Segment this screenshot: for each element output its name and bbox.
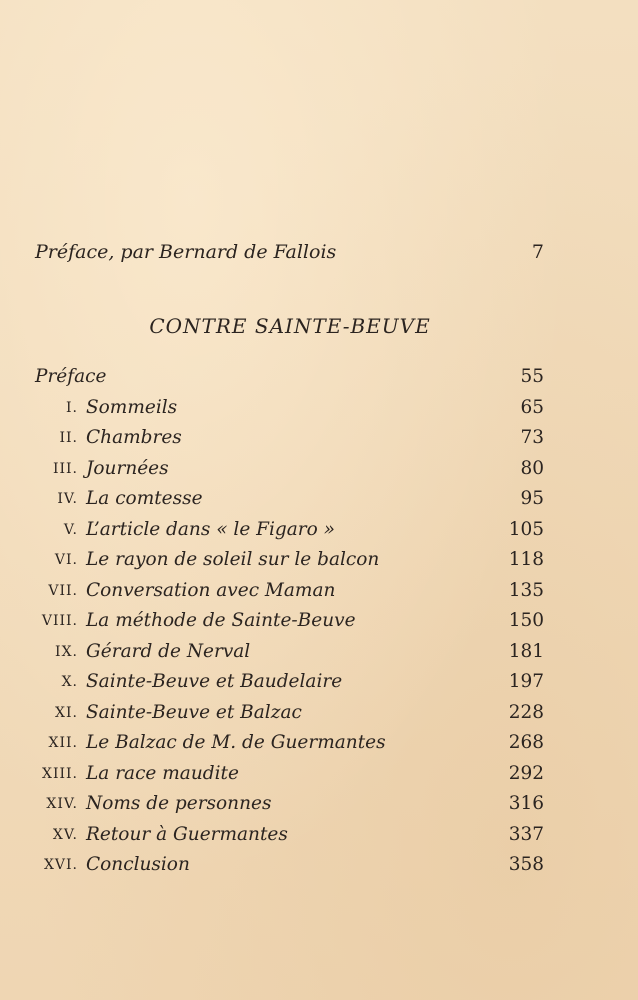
page-number: 316 bbox=[508, 793, 544, 814]
chapter-title: La méthode de Sainte-Beuve bbox=[86, 610, 356, 631]
preface-by-entry bbox=[35, 236, 544, 268]
toc-row bbox=[0, 667, 638, 698]
page-number: 181 bbox=[508, 640, 544, 662]
toc-row bbox=[0, 454, 638, 485]
chapter-title: La comtesse bbox=[86, 488, 203, 509]
chapter-title: Le Balzac de M. de Guermantes bbox=[86, 732, 386, 753]
chapter-number: XIV. bbox=[46, 796, 78, 812]
chapter-number: VI. bbox=[54, 552, 78, 568]
chapter-number: XIII. bbox=[41, 765, 78, 782]
chapter-number: I. bbox=[66, 399, 78, 416]
toc-row bbox=[0, 637, 638, 668]
chapter-title: L’article dans « le Figaro » bbox=[86, 518, 335, 540]
toc-row bbox=[0, 515, 638, 546]
chapter-title: Retour à Guermantes bbox=[86, 823, 288, 845]
table-of-contents bbox=[0, 362, 638, 881]
section-title: CONTRE SAINTE-BEUVE bbox=[149, 314, 431, 338]
toc-row bbox=[0, 423, 638, 454]
toc-row bbox=[0, 484, 638, 515]
chapter-number: VII. bbox=[48, 582, 78, 599]
chapter-title: La race maudite bbox=[86, 762, 239, 784]
page-number: 80 bbox=[520, 457, 544, 479]
preface-by-title: Préface, par Bernard de Fallois bbox=[35, 241, 337, 263]
toc-row bbox=[0, 393, 638, 424]
toc-row bbox=[0, 820, 638, 851]
chapter-title: Journées bbox=[86, 457, 169, 479]
page-number: 292 bbox=[508, 762, 544, 784]
chapter-title: Préface bbox=[35, 366, 107, 387]
chapter-number: III. bbox=[52, 460, 78, 477]
toc-row bbox=[0, 789, 638, 820]
toc-row bbox=[0, 576, 638, 607]
toc-row bbox=[0, 728, 638, 759]
page-number: 197 bbox=[508, 671, 544, 692]
page-number: 95 bbox=[520, 488, 544, 509]
chapter-title: Sommeils bbox=[86, 396, 178, 418]
chapter-number: XVI. bbox=[43, 857, 78, 873]
page-number: 268 bbox=[508, 732, 544, 753]
page-number: 358 bbox=[508, 854, 544, 875]
chapter-number: V. bbox=[63, 521, 78, 538]
page-number: 135 bbox=[508, 579, 544, 601]
chapter-title: Chambres bbox=[86, 427, 182, 448]
chapter-number: IX. bbox=[55, 643, 78, 660]
page-number: 150 bbox=[508, 610, 544, 631]
page-number: 73 bbox=[520, 427, 544, 448]
page-number: 337 bbox=[508, 823, 544, 845]
page-number: 118 bbox=[508, 549, 544, 570]
page-number: 55 bbox=[520, 366, 544, 387]
page-number: 65 bbox=[520, 396, 544, 418]
chapter-title: Noms de personnes bbox=[86, 793, 272, 814]
toc-row bbox=[0, 362, 638, 393]
chapter-title: Sainte-Beuve et Baudelaire bbox=[86, 671, 343, 692]
chapter-title: Conclusion bbox=[86, 854, 190, 875]
chapter-number: XI. bbox=[55, 704, 78, 721]
chapter-number: IV. bbox=[57, 491, 78, 507]
chapter-title: Sainte-Beuve et Balzac bbox=[86, 701, 302, 723]
chapter-number: XV. bbox=[52, 826, 78, 843]
chapter-number: X. bbox=[61, 674, 78, 690]
chapter-number: XII. bbox=[48, 735, 78, 751]
chapter-number: VIII. bbox=[41, 613, 78, 629]
page-number: 228 bbox=[508, 701, 544, 723]
toc-row bbox=[0, 759, 638, 790]
toc-row bbox=[0, 606, 638, 637]
preface-by-page: 7 bbox=[531, 241, 544, 263]
page-number: 105 bbox=[508, 518, 544, 540]
chapter-title: Gérard de Nerval bbox=[86, 640, 251, 662]
toc-row bbox=[0, 850, 638, 881]
chapter-title: Conversation avec Maman bbox=[86, 579, 336, 601]
toc-row bbox=[0, 698, 638, 729]
chapter-title: Le rayon de soleil sur le balcon bbox=[86, 549, 380, 570]
chapter-number: II. bbox=[59, 430, 78, 446]
toc-row bbox=[0, 545, 638, 576]
